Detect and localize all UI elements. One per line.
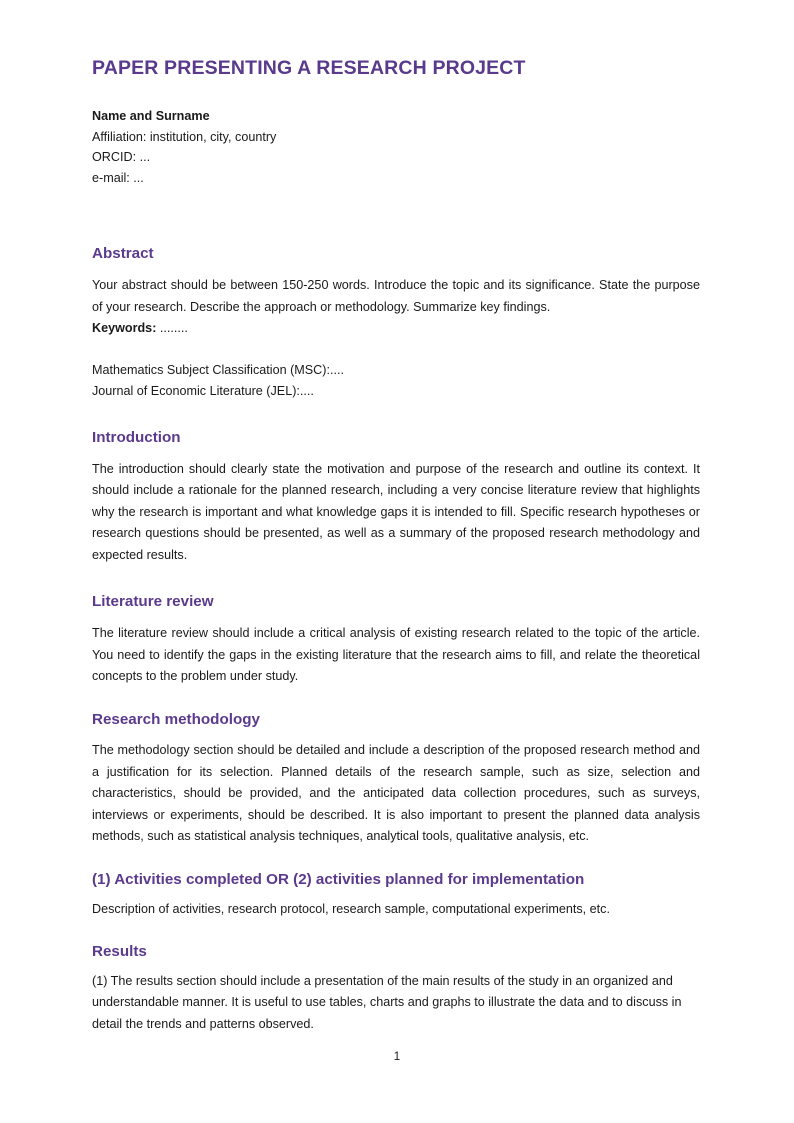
author-email: e-mail: ...	[92, 170, 144, 185]
spacer	[92, 688, 700, 710]
spacer	[92, 890, 700, 899]
spacer	[92, 448, 700, 459]
page-number: 1	[393, 1051, 401, 1063]
author-name: Name and Surname	[92, 109, 210, 124]
page-title: PAPER PRESENTING A RESEARCH PROJECT	[92, 57, 526, 79]
heading-research-methodology: Research methodology	[92, 710, 260, 728]
spacer	[92, 339, 700, 360]
introduction-body: The introduction should clearly state the motivation and purpose of the research and outline its context. It should include a rationale for the planned research, including a very concise literature review that highlights why the research is important and what knowledge gaps it is intended to fill. Specific research hypotheses or research questions should be presented, as well as a summary of the proposed research methodology and expected results.	[92, 461, 700, 562]
spacer	[92, 729, 700, 740]
heading-results: Results	[92, 943, 147, 961]
activities-body: Description of activities, research protocol, research sample, computational experiments, etc.	[92, 901, 610, 916]
spacer	[92, 612, 700, 623]
keywords-value: ........	[159, 321, 188, 336]
heading-activities: (1) Activities completed OR (2) activities planned for implementation	[92, 870, 585, 888]
heading-introduction: Introduction	[92, 429, 181, 447]
spacer	[92, 264, 700, 275]
author-orcid: ORCID: ...	[92, 150, 151, 165]
results-body: (1) The results section should include a presentation of the main results of the study in an organized and understandable manner. It is useful to use tables, charts and graphs to illustrate the data and to discuss in detail the trends and patterns observed.	[92, 973, 682, 1031]
spacer	[92, 402, 700, 428]
spacer	[92, 962, 700, 971]
keywords-label: Keywords:	[92, 321, 157, 336]
literature-review-body: The literature review should include a critical analysis of existing research related to the topic of the article. You need to identify the gaps in the existing literature that the research aims to fill, and relate the theoretical concepts to the problem under study.	[92, 626, 700, 684]
spacer	[92, 848, 700, 870]
spacer	[92, 920, 700, 942]
author-block	[92, 106, 700, 188]
keywords-line	[92, 318, 700, 339]
heading-abstract: Abstract	[92, 245, 154, 263]
spacer	[92, 188, 700, 244]
abstract-body: Your abstract should be between 150-250 words. Introduce the topic and its significance. State the purpose of your research. Describe the approach or methodology. Summarize key findings.	[92, 278, 700, 314]
spacer	[92, 566, 700, 592]
research-methodology-body: The methodology section should be detailed and include a description of the proposed research method and a justification for its selection. Planned details of the research sample, such as size, selection and characteristics, should be provided, and the anticipated data collection procedures, such as surveys, interviews or experiments, should be described. It is also important to present the planned data analysis methods, such as statistical analysis techniques, analytical tools, qualitative analysis, etc.	[92, 743, 700, 844]
jel-line: Journal of Economic Literature (JEL):....	[92, 384, 314, 399]
page-content	[92, 56, 700, 1035]
author-affiliation: Affiliation: institution, city, country	[92, 129, 277, 144]
msc-line: Mathematics Subject Classification (MSC):....	[92, 363, 344, 378]
heading-literature-review: Literature review	[92, 593, 214, 611]
